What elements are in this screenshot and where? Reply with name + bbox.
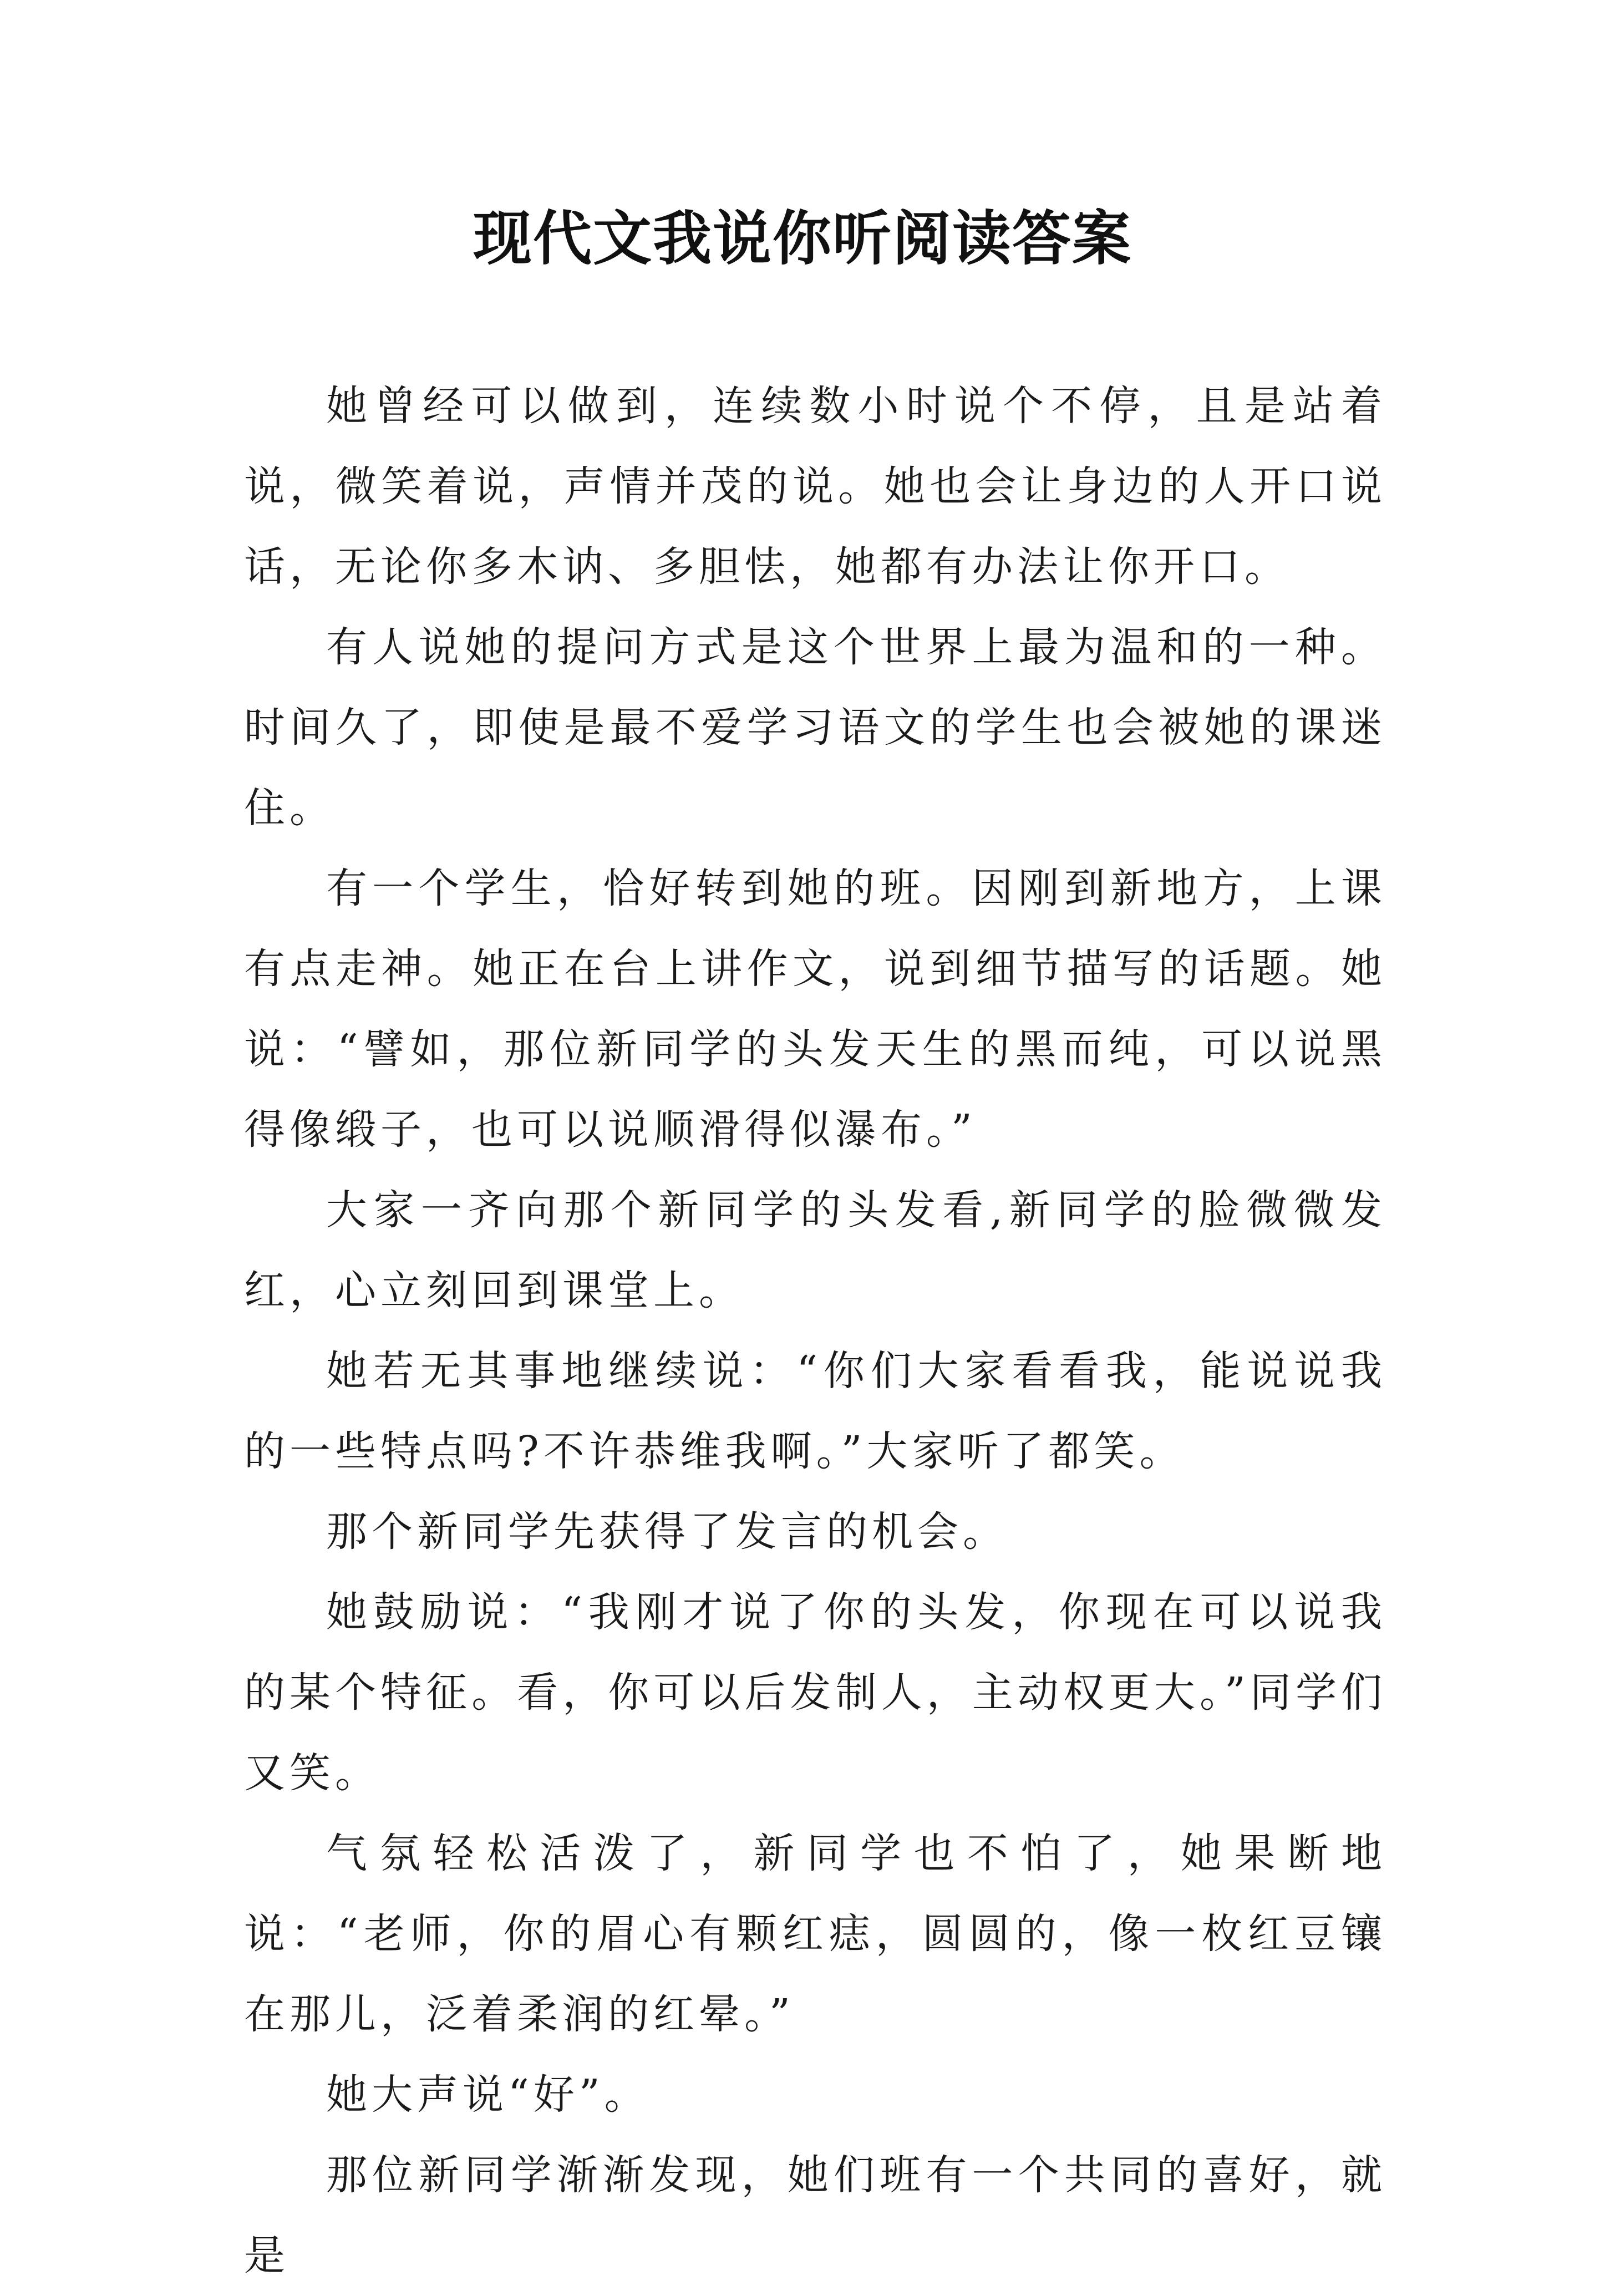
paragraph: 有人说她的提问方式是这个世界上最为温和的一种。时间久了，即使是最不爱学习语文的学生也会被她的课迷住。: [244, 623, 1386, 832]
page-title: 现代文我说你听阅读答案: [473, 204, 1132, 273]
paragraph: 有一个学生，恰好转到她的班。因刚到新地方，上课有点走神。她正在台上讲作文，说到细节描写的话题。她说：“譬如，那位新同学的头发天生的黑而纯，可以说黑得像缎子，也可以说顺滑得似瀑布。”: [244, 865, 1386, 1154]
document-body: [244, 366, 1386, 2296]
paragraph: 那位新同学渐渐发现，她们班有一个共同的喜好，就是: [244, 2151, 1386, 2279]
paragraph: 她鼓励说：“我刚才说了你的头发，你现在可以说我的某个特征。看，你可以后发制人，主动权更大。”同学们又笑。: [244, 1588, 1386, 1797]
paragraph: 她若无其事地继续说：“你们大家看看我，能说说我的一些特点吗?不许恭维我啊。”大家听了都笑。: [244, 1347, 1386, 1475]
paragraph: 她曾经可以做到，连续数小时说个不停，且是站着说，微笑着说，声情并茂的说。她也会让身边的人开口说话，无论你多木讷、多胆怯，她都有办法让你开口。: [244, 382, 1386, 591]
paragraph: 大家一齐向那个新同学的头发看,新同学的脸微微发红，心立刻回到课堂上。: [244, 1186, 1386, 1314]
paragraph: 她大声说“好”。: [326, 2071, 650, 2119]
paragraph: 那个新同学先获得了发言的机会。: [326, 1508, 1008, 1556]
paragraph: 气氛轻松活泼了，新同学也不怕了，她果断地说：“老师，你的眉心有颗红痣，圆圆的，像一枚红豆镶在那儿，泛着柔润的红晕。”: [244, 1830, 1386, 2038]
